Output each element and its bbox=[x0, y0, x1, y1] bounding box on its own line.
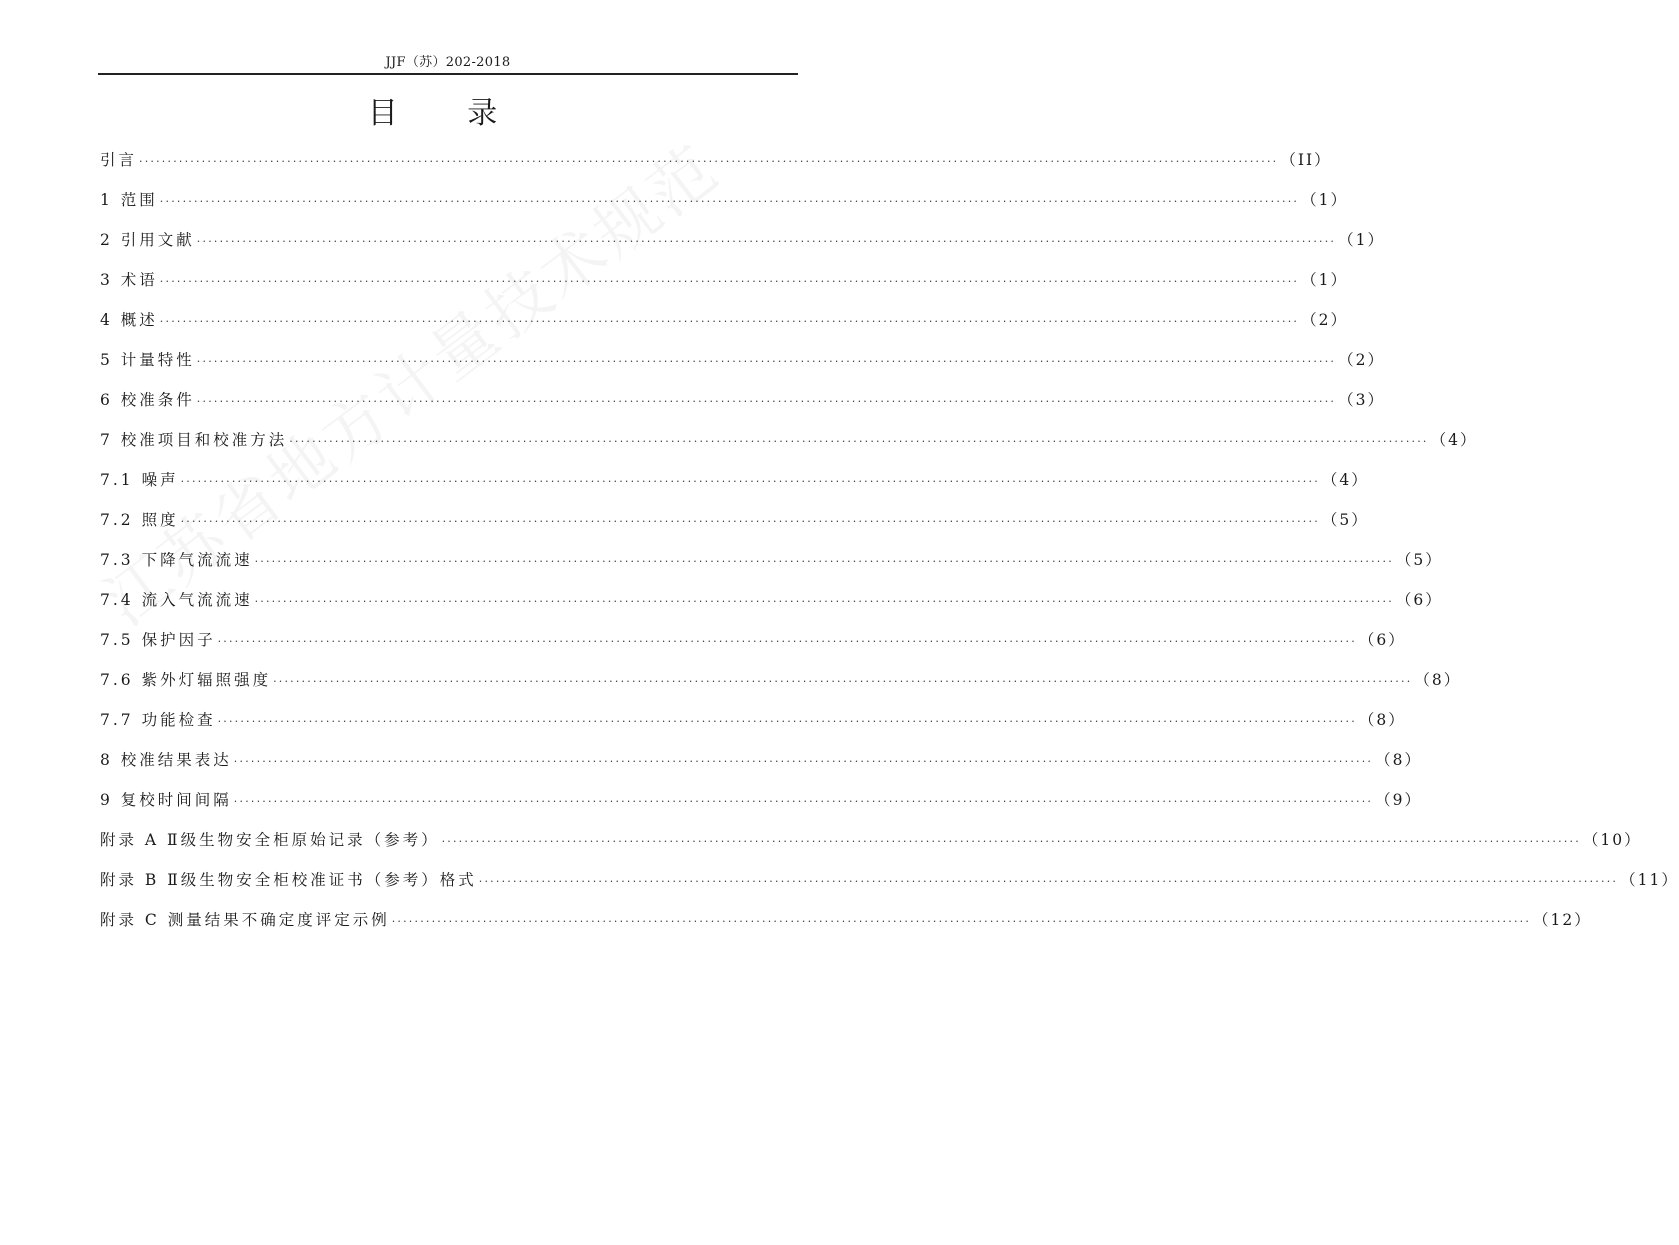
toc-entry-page: （2） bbox=[1338, 351, 1385, 369]
document-code-header: JJF（苏）202-2018 bbox=[385, 55, 511, 70]
toc-leader-dots: ········································································································································································································ bbox=[196, 395, 1337, 408]
toc-entry-page: （8） bbox=[1358, 711, 1406, 729]
toc-entry-label: 7.2 照度 bbox=[100, 511, 179, 529]
toc-entry-page: （4） bbox=[1430, 431, 1478, 449]
toc-leader-dots: ········································································································································································································ bbox=[180, 515, 1320, 528]
toc-leader-dots: ········································································································································································································ bbox=[478, 875, 1619, 888]
toc-entry[interactable] bbox=[100, 510, 1369, 550]
toc-entry[interactable] bbox=[100, 590, 1443, 630]
toc-entry-page: （II） bbox=[1280, 151, 1332, 169]
toc-leader-dots: ········································································································································································································ bbox=[233, 755, 1374, 768]
toc-entry-page: （2） bbox=[1301, 311, 1348, 329]
toc-entry-page: （5） bbox=[1321, 511, 1369, 529]
toc-leader-dots: ········································································································································································································ bbox=[159, 195, 1300, 208]
toc-entry-label: 7 校准项目和校准方法 bbox=[100, 431, 288, 449]
toc-entry-label: 附录 A Ⅱ级生物安全柜原始记录（参考） bbox=[100, 831, 440, 849]
toc-entry-label: 7.4 流入气流流速 bbox=[100, 591, 253, 609]
toc-entry-label: 7.5 保护因子 bbox=[100, 631, 216, 649]
toc-entry-label: 7.6 紫外灯辐照强度 bbox=[100, 671, 272, 689]
toc-entry-label: 5 计量特性 bbox=[100, 351, 195, 369]
toc-leader-dots: ········································································································································································································ bbox=[180, 475, 1320, 488]
toc-entry-label: 附录 C 测量结果不确定度评定示例 bbox=[100, 911, 390, 929]
toc-entry-page: （8） bbox=[1375, 751, 1422, 769]
toc-entry[interactable] bbox=[100, 430, 1478, 470]
toc-entry[interactable] bbox=[100, 390, 1385, 430]
toc-entry-page: （6） bbox=[1395, 591, 1443, 609]
toc-entry-label: 附录 B Ⅱ级生物安全柜校准证书（参考）格式 bbox=[100, 871, 477, 889]
toc-leader-dots: ········································································································································································································ bbox=[254, 595, 1394, 608]
toc-entry[interactable] bbox=[100, 270, 1348, 310]
toc-leader-dots: ········································································································································································································ bbox=[289, 435, 1429, 448]
toc-entry-label: 1 范围 bbox=[100, 191, 158, 209]
toc-entry-page: （1） bbox=[1338, 231, 1385, 249]
toc-entry-label: 9 复校时间间隔 bbox=[100, 791, 232, 809]
table-of-contents bbox=[100, 150, 1679, 950]
toc-entry-page: （12） bbox=[1533, 911, 1592, 929]
toc-entry[interactable] bbox=[100, 830, 1642, 870]
toc-entry-label: 引言 bbox=[100, 151, 138, 169]
toc-entry[interactable] bbox=[100, 790, 1422, 830]
toc-leader-dots: ········································································································································································································ bbox=[217, 635, 1357, 648]
toc-entry[interactable] bbox=[100, 470, 1369, 510]
toc-leader-dots: ········································································································································································································ bbox=[159, 315, 1300, 328]
toc-entry-page: （9） bbox=[1375, 791, 1422, 809]
toc-entry-label: 7.3 下降气流流速 bbox=[100, 551, 253, 569]
toc-entry-label: 3 术语 bbox=[100, 271, 158, 289]
toc-entry-page: （10） bbox=[1582, 831, 1642, 849]
toc-entry-page: （1） bbox=[1301, 191, 1348, 209]
toc-entry[interactable] bbox=[100, 750, 1422, 790]
toc-entry[interactable] bbox=[100, 310, 1348, 350]
toc-entry-page: （5） bbox=[1395, 551, 1443, 569]
toc-entry-label: 8 校准结果表达 bbox=[100, 751, 232, 769]
toc-entry-label: 2 引用文献 bbox=[100, 231, 195, 249]
toc-entry-page: （11） bbox=[1620, 871, 1679, 889]
toc-entry[interactable] bbox=[100, 550, 1443, 590]
toc-entry-page: （6） bbox=[1358, 631, 1406, 649]
page-title: 目 录 bbox=[367, 96, 528, 131]
toc-entry[interactable] bbox=[100, 710, 1406, 750]
toc-leader-dots: ········································································································································································································ bbox=[391, 915, 1532, 928]
toc-entry-label: 6 校准条件 bbox=[100, 391, 195, 409]
toc-entry-page: （4） bbox=[1321, 471, 1369, 489]
toc-leader-dots: ········································································································································································································ bbox=[233, 795, 1374, 808]
toc-entry[interactable] bbox=[100, 910, 1592, 950]
toc-entry[interactable] bbox=[100, 870, 1679, 910]
toc-entry-page: （1） bbox=[1301, 271, 1348, 289]
toc-entry[interactable] bbox=[100, 150, 1332, 190]
toc-leader-dots: ········································································································································································································ bbox=[273, 675, 1413, 688]
toc-leader-dots: ········································································································································································································ bbox=[254, 555, 1394, 568]
toc-leader-dots: ········································································································································································································ bbox=[139, 155, 1279, 168]
toc-leader-dots: ········································································································································································································ bbox=[196, 235, 1337, 248]
toc-entry-page: （3） bbox=[1338, 391, 1385, 409]
toc-leader-dots: ········································································································································································································ bbox=[159, 275, 1300, 288]
toc-entry[interactable] bbox=[100, 190, 1348, 230]
header-rule bbox=[98, 73, 798, 75]
toc-leader-dots: ········································································································································································································ bbox=[196, 355, 1337, 368]
toc-leader-dots: ········································································································································································································ bbox=[441, 835, 1581, 848]
toc-entry-label: 7.7 功能检查 bbox=[100, 711, 216, 729]
toc-entry[interactable] bbox=[100, 230, 1385, 270]
toc-entry-label: 7.1 噪声 bbox=[100, 471, 179, 489]
toc-leader-dots: ········································································································································································································ bbox=[217, 715, 1357, 728]
toc-entry[interactable] bbox=[100, 350, 1385, 390]
toc-entry-page: （8） bbox=[1414, 671, 1462, 689]
toc-entry[interactable] bbox=[100, 670, 1462, 710]
toc-entry-label: 4 概述 bbox=[100, 311, 158, 329]
toc-entry[interactable] bbox=[100, 630, 1406, 670]
